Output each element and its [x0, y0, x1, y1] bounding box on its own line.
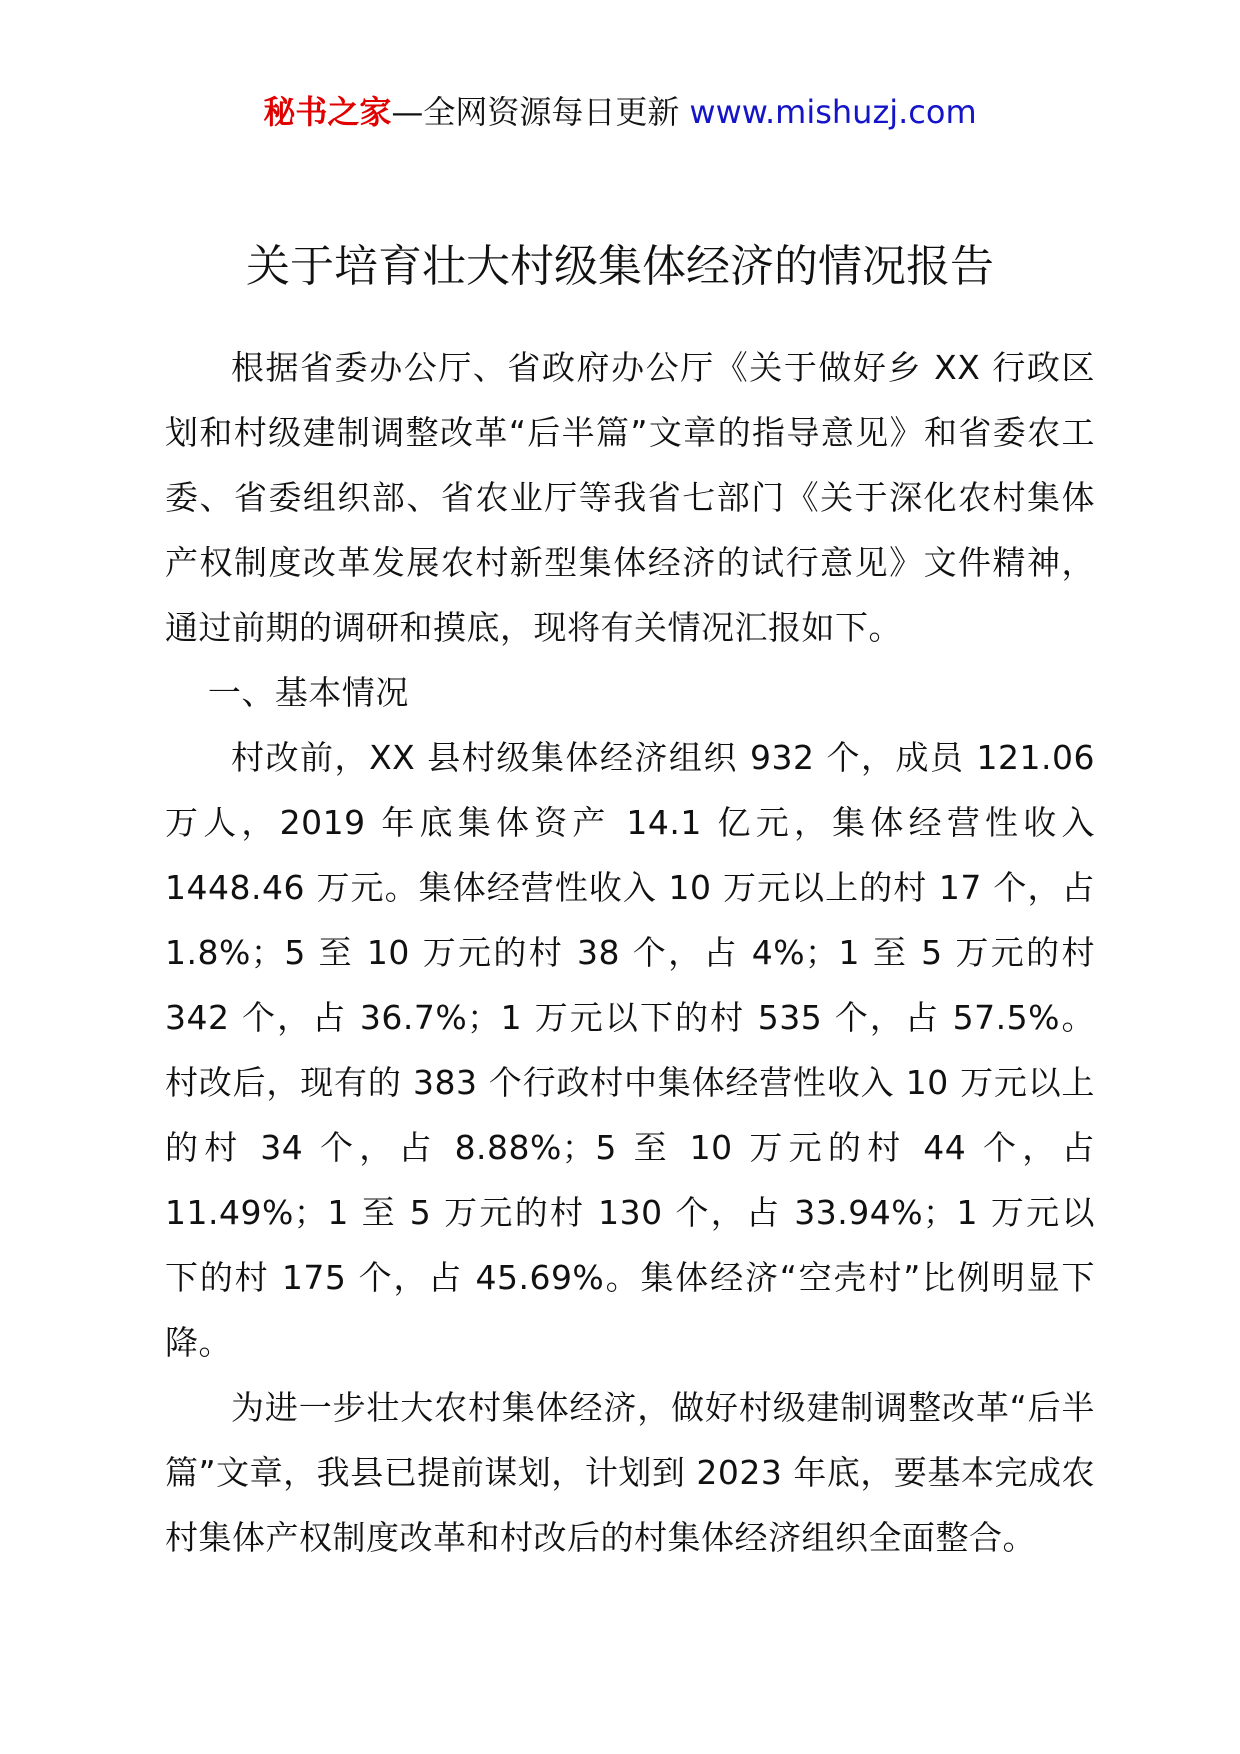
site-url-link[interactable]: www.mishuzj.com: [689, 93, 977, 131]
document-body: [165, 335, 1095, 1570]
header-tagline: —全网资源每日更新: [391, 93, 680, 131]
intro-paragraph: 根据省委办公厅、省政府办公厅《关于做好乡 XX 行政区划和村级建制调整改革“后半篇”文章的指导意见》和省委农工委、省委组织部、省农业厅等我省七部门《关于深化农村集体产权制度改革发展农村新型集体经济的试行意见》文件精神，通过前期的调研和摸底，现将有关情况汇报如下。: [165, 348, 1095, 647]
plan-paragraph: 为进一步壮大农村集体经济，做好村级建制调整改革“后半篇”文章，我县已提前谋划，计划到 2023 年底，要基本完成农村集体产权制度改革和村改后的村集体经济组织全面整合。: [165, 1388, 1095, 1557]
section-heading-basic-situation: 一、基本情况: [207, 673, 409, 712]
site-header: [0, 92, 1240, 132]
document-title: 关于培育壮大村级集体经济的情况报告: [246, 241, 994, 292]
brand-name: 秘书之家: [263, 93, 392, 131]
statistics-paragraph: 村改前，XX 县村级集体经济组织 932 个，成员 121.06 万人，2019 年底集体资产 14.1 亿元，集体经营性收入 1448.46 万元。集体经营性收入 10 万元以上的村 17 个，占 1.8%；5 至 10 万元的村 38 个，占 4%；1 至 5 万元的村 342 个，占 36.7%；1 万元以下的村 535 个，占 57.5%。村改后，现有的 383 个行政村中集体经营性收入 10 万元以上的村 34 个，占 8.88%；5 至 10 万元的村 44 个，占 11.49%；1 至 5 万元的村 130 个，占 33.94%；1 万元以下的村 175 个，占 45.69%。集体经济“空壳村”比例明显下降。: [165, 738, 1095, 1362]
